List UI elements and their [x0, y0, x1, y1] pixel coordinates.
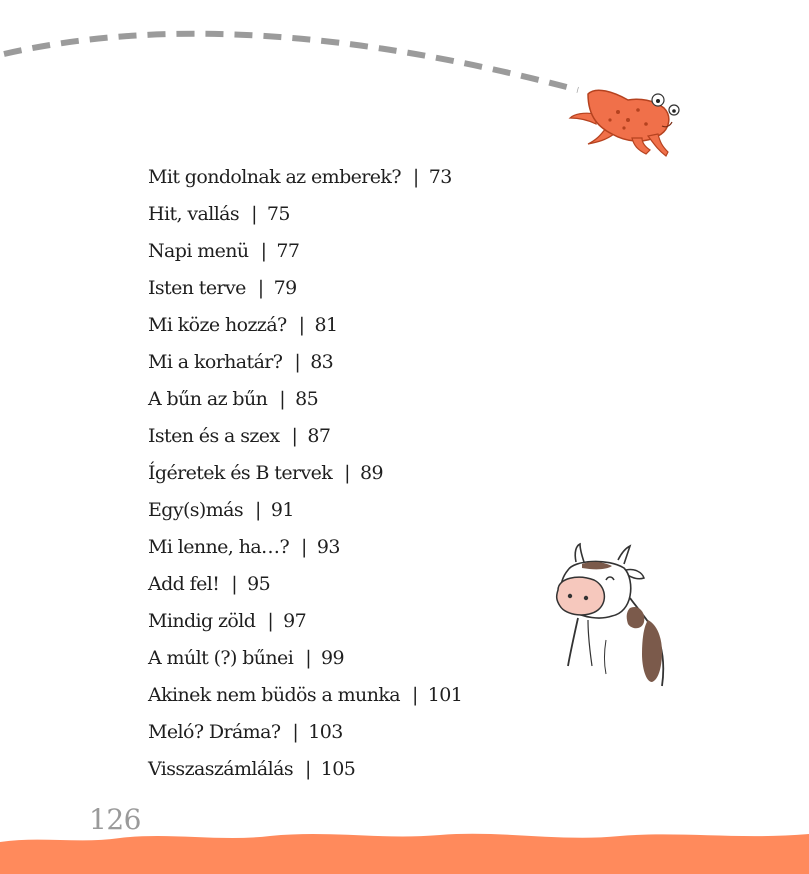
toc-separator: | — [267, 610, 274, 632]
toc-separator: | — [344, 462, 350, 484]
toc-entry-page: 103 — [308, 721, 343, 743]
cow-illustration — [548, 540, 672, 688]
toc-entry — [148, 606, 462, 643]
toc-entry-title: Mi a korhatár? — [148, 351, 283, 373]
toc-entry-title: Mit gondolnak az emberek? — [148, 166, 401, 188]
toc-entry — [148, 569, 462, 606]
page-number: 126 — [89, 803, 141, 836]
toc-entry — [148, 532, 462, 569]
toc-entry-title: Ígéretek és B tervek — [148, 462, 333, 484]
toc-entry — [148, 680, 462, 717]
toc-entry-title: Meló? Dráma? — [148, 721, 281, 743]
toc-entry-page: 87 — [307, 425, 331, 447]
toc-entry-page: 81 — [314, 314, 338, 336]
toc-separator: | — [294, 351, 301, 373]
toc-entry — [148, 310, 462, 347]
toc-entry — [148, 458, 462, 495]
toc-separator: | — [292, 721, 299, 743]
toc-separator: | — [291, 425, 298, 447]
toc-entry — [148, 717, 462, 754]
frog-illustration — [566, 84, 684, 164]
toc-entry-title: Visszaszámlálás — [148, 758, 293, 780]
toc-separator: | — [301, 536, 307, 558]
toc-entry — [148, 754, 462, 791]
toc-entry-title: Hit, vallás — [148, 203, 240, 225]
toc-entry-title: Isten és a szex — [148, 425, 280, 447]
toc-entry — [148, 421, 462, 458]
toc-entry-page: 79 — [273, 277, 297, 299]
toc-entry-title: Mindig zöld — [148, 610, 256, 632]
toc-entry — [148, 236, 462, 273]
toc-entry-title: Mi lenne, ha…? — [148, 536, 290, 558]
toc-separator: | — [279, 388, 286, 410]
toc-entry-title: Napi menü — [148, 240, 249, 262]
toc-entry-page: 99 — [321, 647, 344, 669]
toc-separator: | — [257, 277, 264, 299]
toc-entry — [148, 384, 462, 421]
toc-entry-page: 91 — [270, 499, 294, 521]
toc-entry — [148, 643, 462, 680]
toc-entry-title: A múlt (?) bűnei — [148, 647, 294, 669]
toc-entry-page: 95 — [247, 573, 271, 595]
toc-entry-page: 77 — [276, 240, 300, 262]
toc-separator: | — [305, 647, 311, 669]
toc-entry-page: 83 — [310, 351, 334, 373]
dashed-jump-arc — [0, 0, 809, 120]
toc-entry — [148, 199, 462, 236]
toc-entry-page: 75 — [266, 203, 290, 225]
toc-entry — [148, 347, 462, 384]
toc-separator: | — [231, 573, 238, 595]
toc-separator: | — [255, 499, 261, 521]
toc-separator: | — [411, 684, 418, 706]
toc-entry — [148, 162, 462, 199]
toc-separator: | — [251, 203, 257, 225]
toc-entry-page: 85 — [295, 388, 319, 410]
toc-entry-title: Egy(s)más — [148, 499, 244, 521]
toc-entry-title: A bűn az bűn — [148, 388, 268, 410]
toc-separator: | — [412, 166, 419, 188]
toc-separator: | — [304, 758, 311, 780]
toc-entry-title: Isten terve — [148, 277, 246, 299]
table-of-contents — [148, 162, 462, 791]
toc-entry-page: 105 — [320, 758, 356, 780]
toc-separator: | — [260, 240, 267, 262]
toc-entry — [148, 495, 462, 532]
toc-entry-page: 93 — [316, 536, 340, 558]
footer-orange-band — [0, 826, 809, 874]
toc-separator: | — [298, 314, 305, 336]
toc-entry-page: 89 — [359, 462, 383, 484]
toc-entry-title: Add fel! — [148, 573, 220, 595]
toc-entry-page: 101 — [427, 684, 463, 706]
toc-entry-page: 73 — [428, 166, 452, 188]
toc-entry-page: 97 — [283, 610, 307, 632]
toc-entry — [148, 273, 462, 310]
toc-entry-title: Akinek nem büdös a munka — [148, 684, 400, 706]
toc-entry-title: Mi köze hozzá? — [148, 314, 287, 336]
